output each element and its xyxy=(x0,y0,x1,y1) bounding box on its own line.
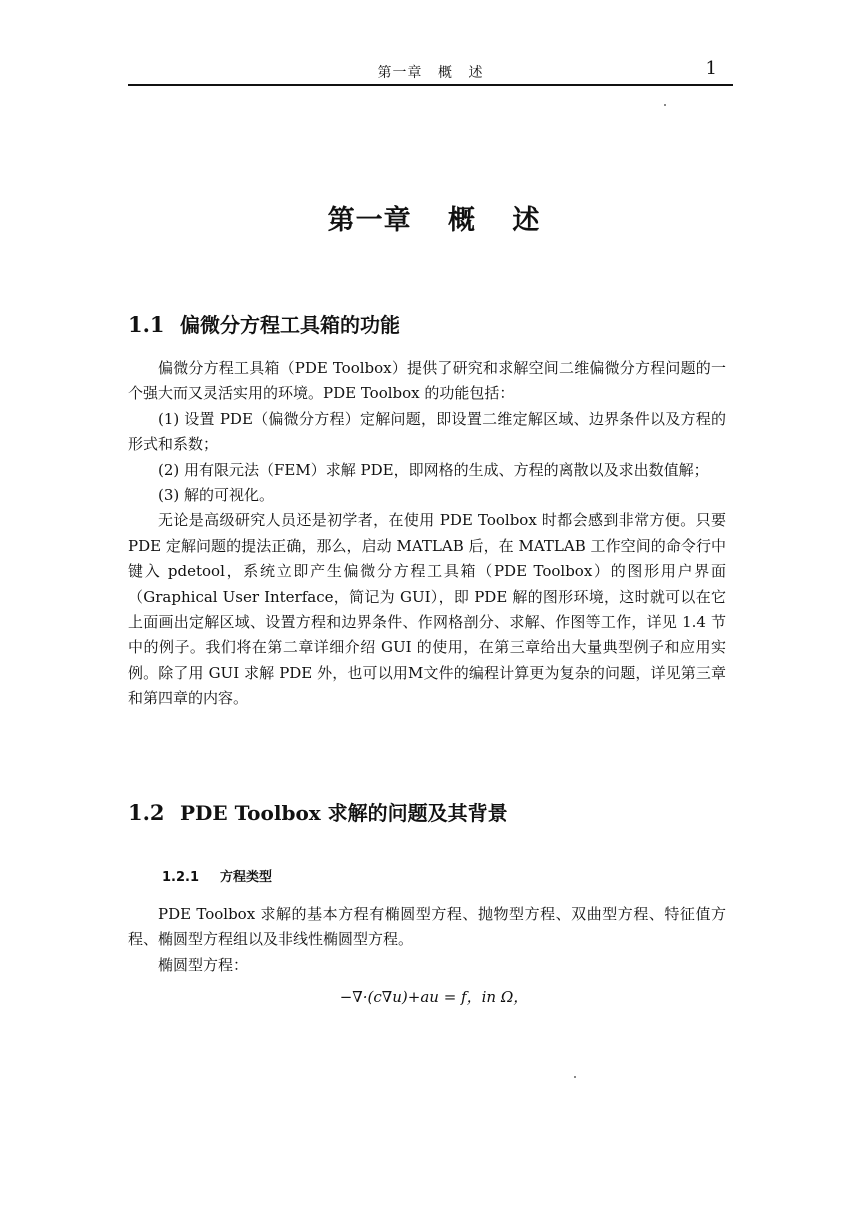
chapter-title: 第一章 概 述 xyxy=(327,205,541,236)
list-item: (2) 用有限元法（FEM）求解 PDE，即网格的生成、方程的离散以及求出数值解； xyxy=(158,460,709,479)
section-title: 偏微分方程工具箱的功能 xyxy=(180,313,400,337)
paragraph: 偏微分方程工具箱（PDE Toolbox）提供了研究和求解空间二维偏微分方程问题的一个强大而又灵活实用的环境。PDE Toolbox 的功能包括： xyxy=(128,359,726,403)
section-title: PDE Toolbox 求解的问题及其背景 xyxy=(180,801,508,825)
paragraph: PDE Toolbox 求解的基本方程有椭圆型方程、抛物型方程、双曲型方程、特征值方程、椭圆型方程组以及非线性椭圆型方程。 xyxy=(128,905,726,949)
subsection-1-2-1-body xyxy=(128,902,726,978)
scan-speck xyxy=(574,1076,576,1078)
paragraph: 无论是高级研究人员还是初学者，在使用 PDE Toolbox 时都会感到非常方便。只要 PDE 定解问题的提法正确，那么，启动 MATLAB 后，在 MATLAB 工作空间的命令行中键入 pdetool，系统立即产生偏微分方程工具箱（PDE Toolbox）的图形用户界面（Graphical User Interface，简记为 GUI），即 PDE 解的图形环境，这时就可以在它上面画出定解区域、设置方程和边界条件、作网格剖分、求解、作图等工作，详见 1.4 节中的例子。我们将在第二章详细介绍 GUI 的使用，在第三章给出大量典型例子和应用实例。除了用 GUI 求解 PDE 外，也可以用M文件的编程计算更为复杂的问题，详见第三章和第四章的内容。 xyxy=(128,511,726,708)
subsection-number: 1.2.1 xyxy=(162,870,200,885)
section-1-1-body xyxy=(128,356,726,712)
section-number: 1.1 xyxy=(128,312,165,337)
subsection-title: 方程类型 xyxy=(220,870,273,885)
equation: −∇·(c∇u)+au = f，in Ω， xyxy=(339,988,529,1006)
page-number: 1 xyxy=(705,58,717,79)
list-item: (3) 解的可视化。 xyxy=(158,486,275,505)
list-item: (1) 设置 PDE（偏微分方程）定解问题，即设置二维定解区域、边界条件以及方程的形式和系数； xyxy=(128,409,726,454)
running-header xyxy=(128,58,733,86)
running-title: 第一章 概 述 xyxy=(377,65,484,81)
section-heading-1-2 xyxy=(128,797,508,826)
subsection-heading-1-2-1 xyxy=(162,866,272,885)
section-heading-1-1 xyxy=(128,309,400,338)
section-number: 1.2 xyxy=(128,800,165,825)
scan-speck xyxy=(664,104,666,106)
paragraph: 椭圆型方程： xyxy=(158,955,249,974)
